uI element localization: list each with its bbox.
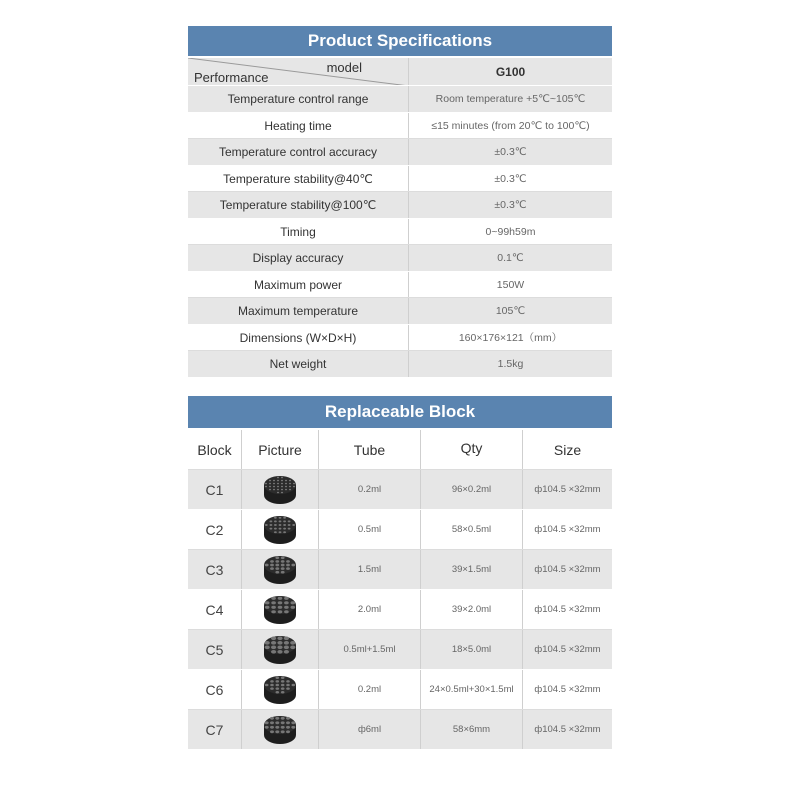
spec-value: Room temperature +5℃~105℃ xyxy=(435,93,586,105)
block-picture-cell xyxy=(242,510,319,549)
spec-row xyxy=(188,245,612,272)
block-size: ф104.5 ×32mm xyxy=(534,524,601,535)
block-row xyxy=(188,670,612,710)
spec-value: 105℃ xyxy=(495,305,526,317)
spec-label: Heating time xyxy=(188,113,409,139)
block-size: ф104.5 ×32mm xyxy=(534,484,601,495)
block-qty: 58×0.5ml xyxy=(421,510,523,549)
spec-value: ≤15 minutes (from 20℃ to 100℃) xyxy=(431,119,590,132)
spec-value: 1.5kg xyxy=(497,358,524,370)
spec-row xyxy=(188,192,612,219)
spec-row xyxy=(188,219,612,246)
spec-value: ±0.3℃ xyxy=(494,146,527,158)
spec-row xyxy=(188,139,612,166)
spec-label: Maximum power xyxy=(188,272,409,298)
block-picture-cell xyxy=(242,630,319,669)
block-id: C7 xyxy=(188,710,242,749)
block-size: ф104.5 ×32mm xyxy=(534,644,601,655)
block-id: C1 xyxy=(188,470,242,509)
spec-label: Temperature control range xyxy=(188,86,409,112)
spec-label: Temperature stability@100℃ xyxy=(188,192,409,218)
block-tube: 0.5ml+1.5ml xyxy=(319,630,421,669)
block-size: ф104.5 ×32mm xyxy=(534,724,601,735)
block-picture-cell xyxy=(242,590,319,629)
spec-table xyxy=(188,26,612,378)
block-row xyxy=(188,630,612,670)
block-id: C6 xyxy=(188,670,242,709)
block-picture-cell xyxy=(242,550,319,589)
spec-value: 0.1℃ xyxy=(497,252,524,264)
block-tube: 0.5ml xyxy=(319,510,421,549)
spec-row xyxy=(188,272,612,299)
block-c7-icon xyxy=(262,714,298,746)
spec-label: Dimensions (W×D×H) xyxy=(188,325,409,351)
spec-value: ±0.3℃ xyxy=(494,199,527,211)
block-size: ф104.5 ×32mm xyxy=(534,604,601,615)
block-table xyxy=(188,396,612,750)
block-picture-cell xyxy=(242,670,319,709)
block-tube: 1.5ml xyxy=(319,550,421,589)
spec-label: Net weight xyxy=(188,351,409,377)
block-c5-icon xyxy=(262,634,298,666)
spec-row xyxy=(188,325,612,352)
block-id: C5 xyxy=(188,630,242,669)
block-row xyxy=(188,710,612,750)
block-tube: 2.0ml xyxy=(319,590,421,629)
block-qty: 39×2.0ml xyxy=(421,590,523,629)
spec-label: Maximum temperature xyxy=(188,298,409,324)
col-picture: Picture xyxy=(242,430,319,469)
block-tube: ф6ml xyxy=(319,710,421,749)
spec-value: 150W xyxy=(496,278,525,291)
header-performance-label: Performance xyxy=(194,70,269,85)
col-tube: Tube xyxy=(319,430,421,469)
spec-row xyxy=(188,113,612,140)
spec-label: Temperature control accuracy xyxy=(188,139,409,165)
spec-label: Temperature stability@40℃ xyxy=(188,166,409,192)
col-qty: Qty xyxy=(421,430,523,469)
col-size: Size xyxy=(553,441,582,458)
block-row xyxy=(188,590,612,630)
spec-header-row xyxy=(188,58,612,86)
model-value: G100 xyxy=(495,65,526,79)
block-qty: 24×0.5ml+30×1.5ml xyxy=(421,670,523,709)
spec-value: 0~99h59m xyxy=(485,225,536,238)
block-c2-icon xyxy=(262,514,298,546)
spec-row xyxy=(188,86,612,113)
header-model-label: model xyxy=(326,60,362,75)
block-picture-cell xyxy=(242,470,319,509)
block-qty: 39×1.5ml xyxy=(421,550,523,589)
block-c3-icon xyxy=(262,554,298,586)
block-row xyxy=(188,470,612,510)
block-tube: 0.2ml xyxy=(319,670,421,709)
block-tube: 0.2ml xyxy=(319,470,421,509)
spec-row xyxy=(188,351,612,378)
block-title: Replaceable Block xyxy=(188,396,612,430)
spec-label: Timing xyxy=(188,219,409,245)
block-qty: 18×5.0ml xyxy=(421,630,523,669)
block-size: ф104.5 ×32mm xyxy=(534,564,601,575)
block-id: C4 xyxy=(188,590,242,629)
block-c4-icon xyxy=(262,594,298,626)
block-row xyxy=(188,550,612,590)
spec-title: Product Specifications xyxy=(188,26,612,58)
spec-row xyxy=(188,298,612,325)
spec-row xyxy=(188,166,612,193)
block-c1-icon xyxy=(262,474,298,506)
col-block: Block xyxy=(188,430,242,469)
spec-value: ±0.3℃ xyxy=(494,172,527,185)
spec-header-diagonal-cell xyxy=(188,58,409,85)
spec-label: Display accuracy xyxy=(188,245,409,271)
block-qty: 96×0.2ml xyxy=(421,470,523,509)
block-header-row xyxy=(188,430,612,470)
block-row xyxy=(188,510,612,550)
spec-value: 160×176×121（mm） xyxy=(458,331,563,344)
block-picture-cell xyxy=(242,710,319,749)
block-size: ф104.5 ×32mm xyxy=(534,684,601,695)
block-qty: 58×6mm xyxy=(421,710,523,749)
block-id: C3 xyxy=(188,550,242,589)
block-id: C2 xyxy=(188,510,242,549)
block-c6-icon xyxy=(262,674,298,706)
